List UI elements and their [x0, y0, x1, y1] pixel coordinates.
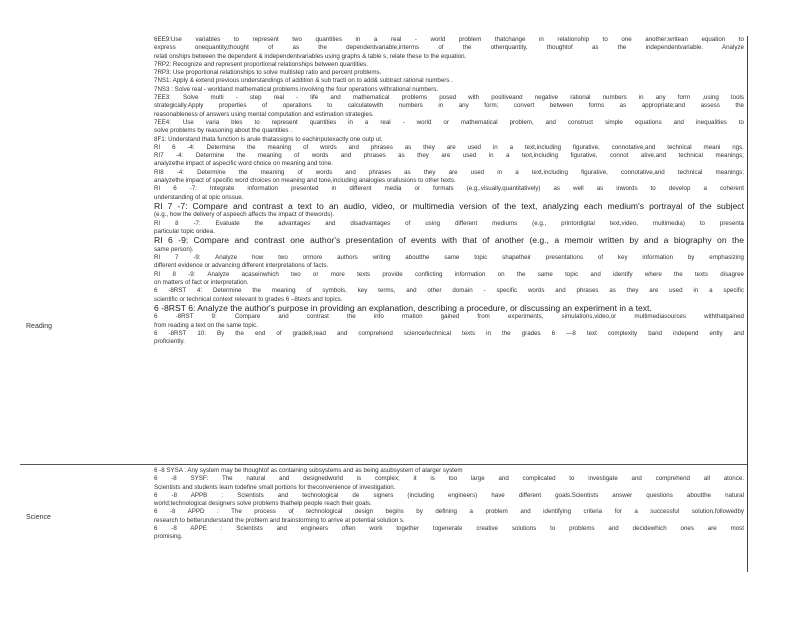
- science-section: [20, 464, 748, 572]
- standard-line: strategically.Apply properties of operations to calculatewith numbers in any form; convert between forms as appropriate;and assess the: [154, 102, 744, 110]
- standard-line: relati onships between the dependent & independentvariables using graphs & table s, relate these to the equation.: [154, 52, 467, 60]
- standard-line: from reading a text on the same topic.: [154, 321, 258, 329]
- science-standards-list: [154, 467, 744, 542]
- standards-table: [20, 36, 748, 572]
- standard-line: 6 -8 APPD : The process of technological design begins by defining a problem and identifying criteria for a successful solution,followedby: [154, 508, 744, 516]
- standard-line: 6 -8 APPB : Scientists and technological de signers (including engineers) have different goals.Scientists answer questions aboutthe natural: [154, 491, 744, 499]
- standard-line: reasonableness of answers using mental computation and estimation strategies.: [154, 110, 374, 118]
- standard-line: 8F1: Understand thata function is arule thatassigns to eachinputexactly one outp ut.: [154, 135, 383, 143]
- reading-section: [20, 36, 748, 464]
- standard-line: RI 8 -9: Analyze acaseinwhich two or more texts provide conflicting information on the same topic and identify where the texts disagree: [154, 270, 744, 278]
- reading-standards-list: [154, 36, 744, 347]
- standard-line: 7RP2: Recognize and represent proportional relationships between quantities.: [154, 60, 368, 68]
- standard-line: 6 -8 SYSF: The natural and designedworld is complex; it is too large and complicated to investigate and comprehend all atonce.: [154, 475, 744, 483]
- standard-line: express onequantity,thought of as the dependentvariable,interms of the otherquantity, thoughtof as the independentvariable. Analyze: [154, 44, 744, 52]
- standard-line: particular topic oridea.: [154, 228, 215, 236]
- standard-line: RI 6 -9: Compare and contrast one author's presentation of events with that of another (e.g., a memoir written by and a biography on the: [154, 236, 744, 246]
- standard-line: 6EE9:Use variables to represent two quantities in a real - world problem thatchange in relationship to one another;writean equation to: [154, 36, 744, 43]
- standard-line: 7EE4: Use varia bles to represent quantities in a real - world or mathematical problem, and construct simple equations and inequalities to: [154, 118, 744, 126]
- standard-line: same person).: [154, 245, 194, 253]
- standard-line: 7EE3: Solve multi - step real - life and mathematical problems posed with positiveand negative rational numbers in any form ,using tools: [154, 94, 744, 102]
- standard-line: scientific or technical context relevant to grades 6 –8texts and topics.: [154, 295, 343, 303]
- standard-line: analyzethe impact of specific word choices on meaning and tone,including analogies orallusions to other texts.: [154, 177, 456, 185]
- standard-line: 6 -8RST 4: Determine the meaning of symbols, key terms, and other domain - specific words and phrases as they are used in a specific: [154, 287, 744, 295]
- science-subject-label: Science: [26, 514, 51, 521]
- table-right-border: [747, 36, 748, 572]
- standard-line: 7RP3: Use proportional relationships to solve multistep ratio and percent problems.: [154, 69, 382, 77]
- standard-line: RI 6 -7: Integrate information presented in different media or formats (e.g.,visually,quantitatively) as well as inwords to develop a coherent: [154, 185, 744, 193]
- standard-line: understanding of at opic orissue.: [154, 193, 244, 201]
- standard-line: 6 -8RST 9: Compare and contrast the info rmation gained from experiments, simulations,video,or multimediasources withthatgained: [154, 313, 744, 321]
- standard-line: proficiently.: [154, 338, 185, 346]
- standard-line: solve problems by reasoning about the quantities .: [154, 127, 292, 135]
- standard-line: 7NS3 : Solve real - worldand mathematical problems involving the four operations withrational numbers.: [154, 85, 439, 93]
- standard-line: different evidence or advancing different interpretations of facts.: [154, 262, 329, 270]
- standard-line: RI 6 -4: Determine the meaning of words and phrases as they are used in a text,including figurative, connotative,and technical meani ngs.: [154, 143, 744, 151]
- standard-line: research to betterunderstand the problem and brainstorming to arrive at potential solution s.: [154, 516, 405, 524]
- standard-line: 7NS1: Apply & extend previous understandings of addition & sub tracti on to add& subtract rational numbers .: [154, 77, 453, 85]
- standard-line: on matters of fact or interpretation.: [154, 279, 249, 287]
- standard-line: promising.: [154, 533, 183, 541]
- standard-line: 6 -8RST 6: Analyze the author's purpose in providing an explanation, describing a procedure, or discussing an experiment in a text.: [154, 303, 652, 313]
- standard-line: 6 -8 APPE : Scientists and engineers often work together togenerate creative solutions to problems and decidewhich ones are most: [154, 525, 744, 533]
- standard-line: RI 7 -9: Analyze how two ormore authors writing aboutthe same topic shapetheir presentations of key information by emphasizing: [154, 254, 744, 262]
- standard-line: Scientists and students learn todefine small portions for theconvenience of investigation.: [154, 483, 396, 491]
- standard-line: 6 -8RST 10: By the end of grade8,read and comprehend science/technical texts in the grades 6 —8 text complexity band independ ently and: [154, 330, 744, 337]
- standard-line: RI7 -4: Determine the meaning of words and phrases as they are used in a text,including figurative, connot ative,and technical meanings;: [154, 152, 744, 160]
- standard-line: RI 8 -7: Evaluate the advantages and disadvantages of using different mediums (e.g., printordigital text,video, multimedia) to presenta: [154, 219, 744, 227]
- standard-line: RI 7 -7: Compare and contrast a text to an audio, video, or multimedia version of the text, analyzing each medium's portrayal of the subject: [154, 201, 744, 211]
- standard-line: (e.g., how the delivery of aspeech affects the impact of thewords).: [154, 211, 335, 219]
- standard-line: world;technological designers solve problems thathelp people reach their goals.: [154, 500, 372, 508]
- standard-line: analyzethe impact of aspecific word choice on meaning and tone.: [154, 160, 333, 168]
- standard-line: RI8 -4: Determine the meaning of words and phrases as they are used in a text,including figurative, connotative,and technical meanings;: [154, 168, 744, 176]
- standard-line: 6 -8 SYSA : Any system may be thoughtof as containing subsystems and as being asubsystem of alarger system: [154, 467, 463, 474]
- reading-subject-label: Reading: [26, 323, 53, 330]
